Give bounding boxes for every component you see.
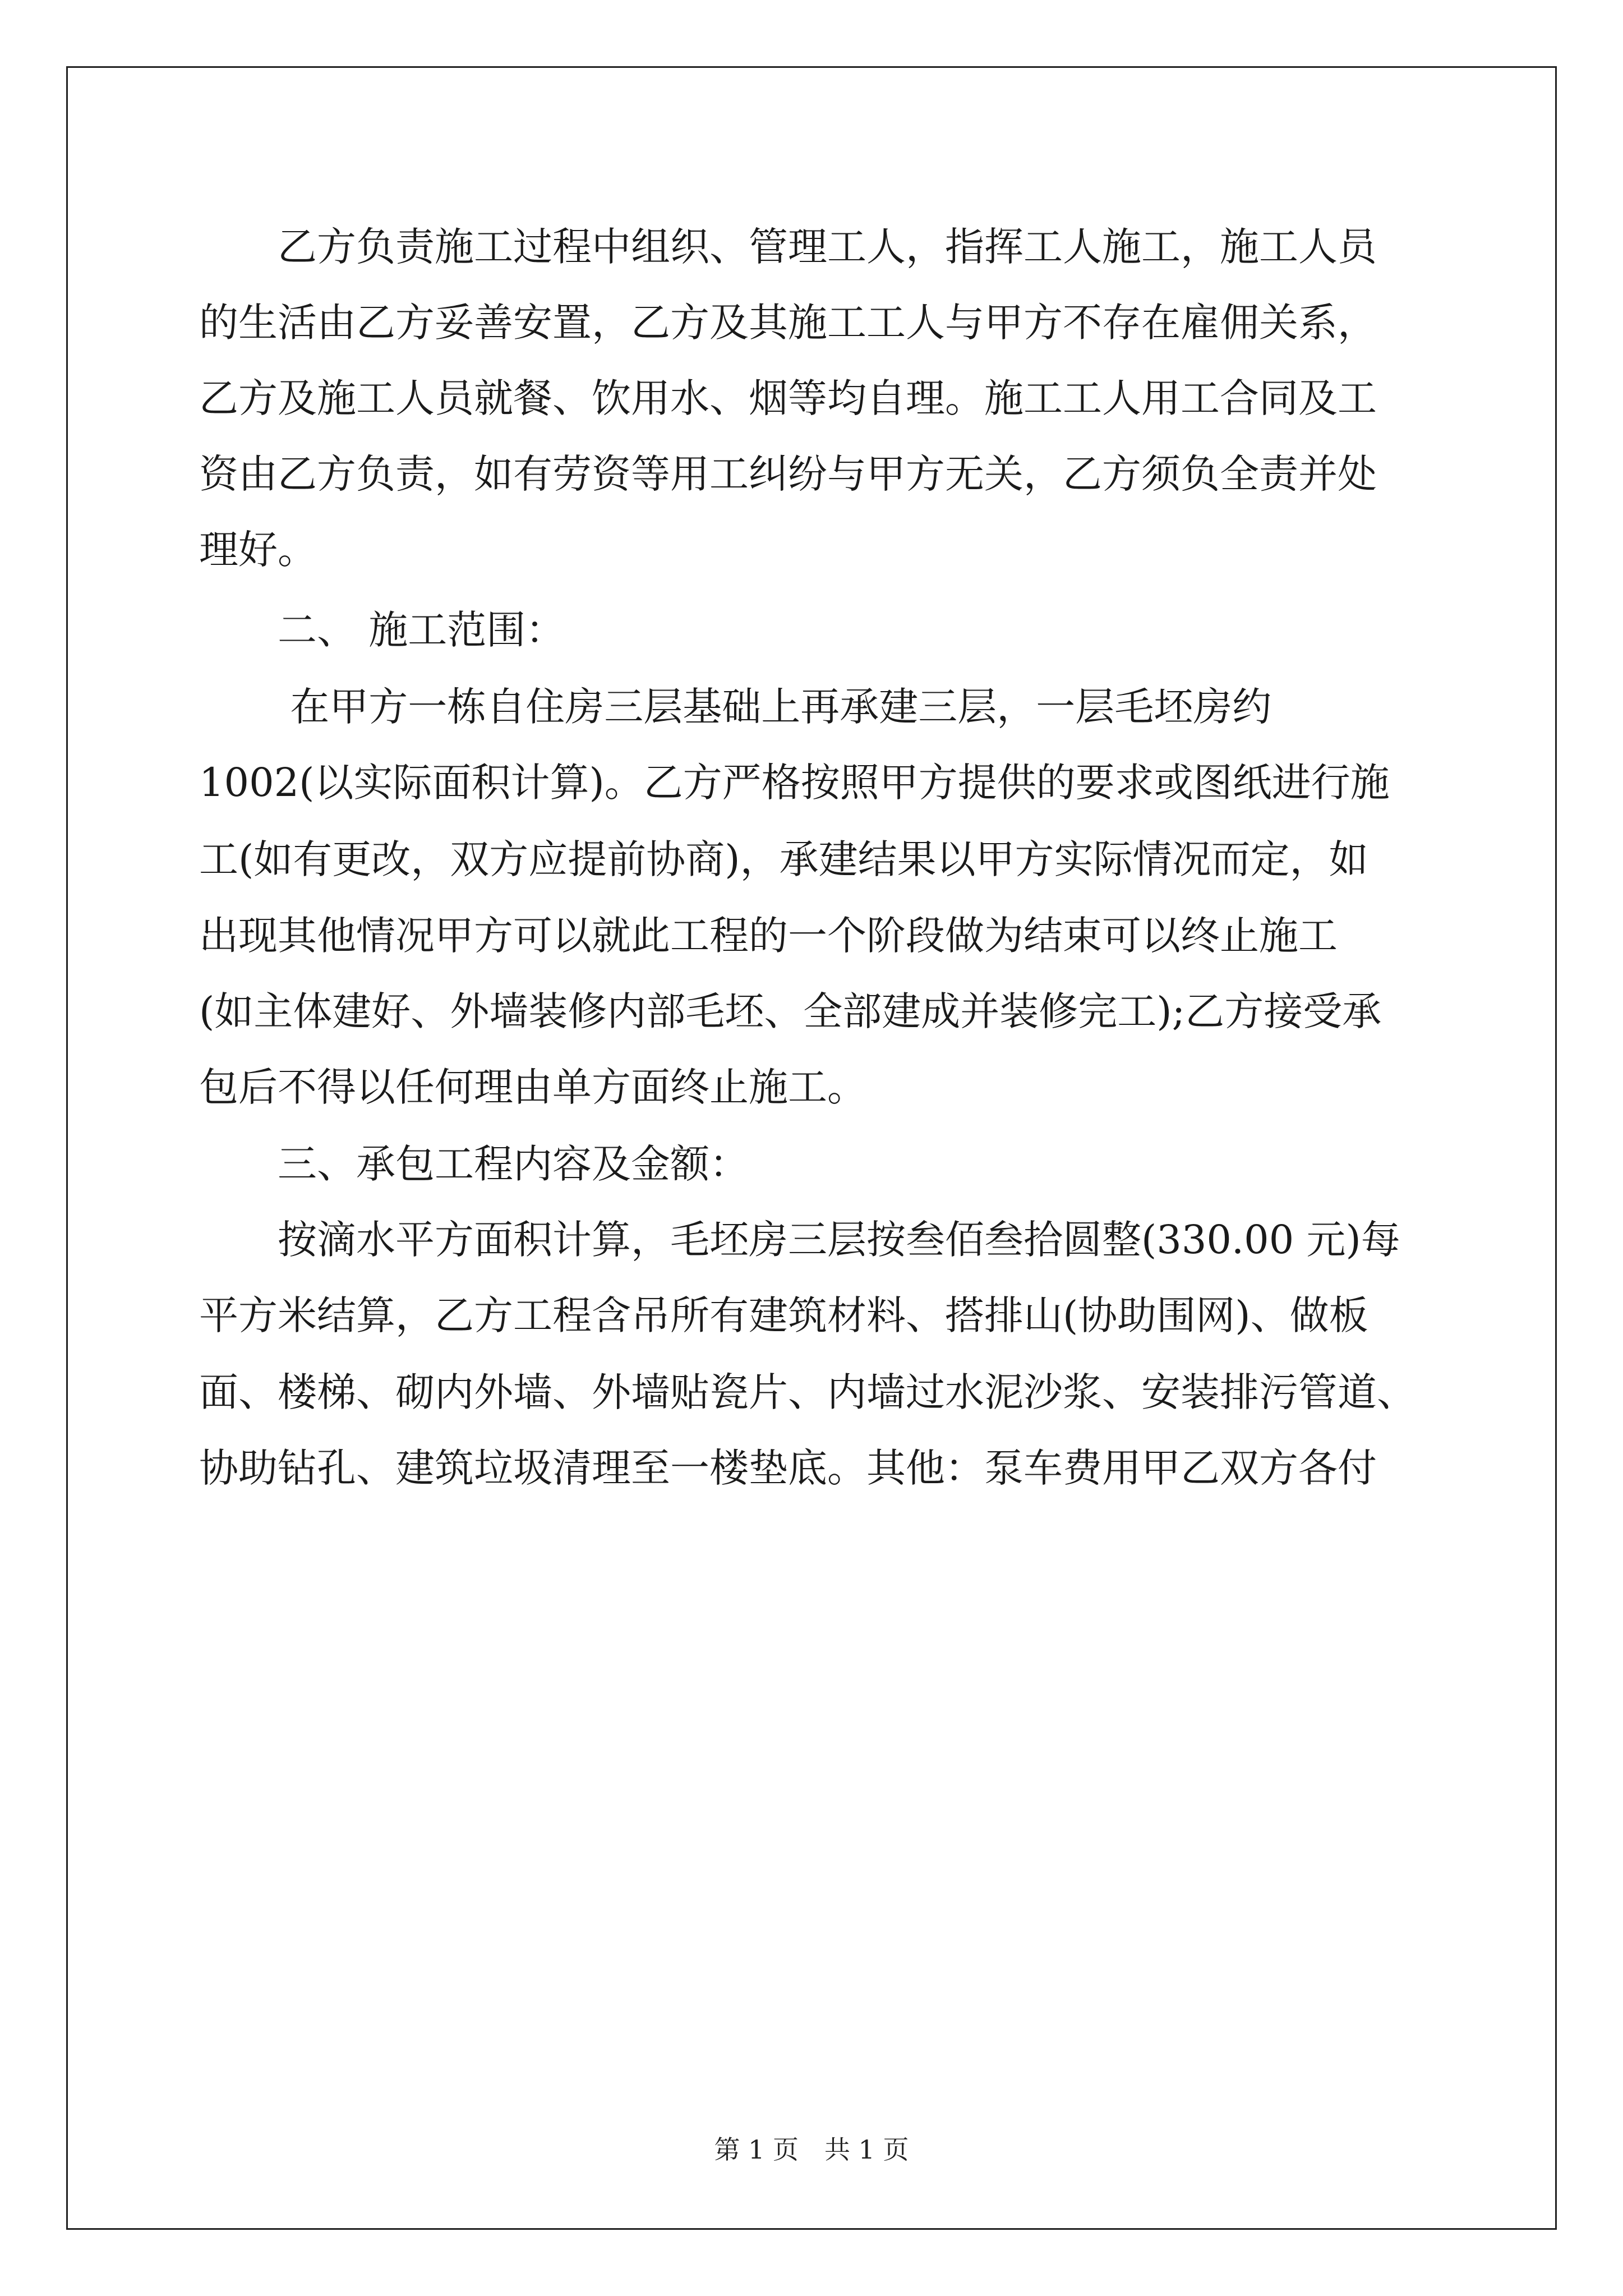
- text-line: 按滴水平方面积计算，毛坯房三层按叁佰叁拾圆整(330.00 元)每: [199, 1217, 1400, 1263]
- text-line: 面、楼梯、砌内外墙、外墙贴瓷片、内墙过水泥沙浆、安装排污管道、: [199, 1369, 1416, 1415]
- text-line: 的生活由乙方妥善安置，乙方及其施工工人与甲方不存在雇佣关系，: [199, 300, 1377, 346]
- page-footer: 第 1 页 共 1 页: [714, 2134, 909, 2165]
- text-line: 平方米结算，乙方工程含吊所有建筑材料、搭排山(协助围网)、做板: [199, 1292, 1368, 1338]
- section-heading: 二、 施工范围：: [199, 607, 565, 653]
- text-line: 协助钻孔、建筑垃圾清理至一楼垫底。其他：泵车费用甲乙双方各付: [199, 1445, 1377, 1491]
- text-line: 1002(以实际面积计算)。乙方严格按照甲方提供的要求或图纸进行施: [199, 760, 1390, 806]
- text-line: 在甲方一栋自住房三层基础上再承建三层，一层毛坯房约: [199, 684, 1272, 730]
- text-line: 乙方及施工人员就餐、饮用水、烟等均自理。施工工人用工合同及工: [199, 375, 1377, 421]
- text-line: (如主体建好、外墙装修内部毛坯、全部建成并装修完工);乙方接受承: [199, 988, 1382, 1034]
- section-heading: 三、承包工程内容及金额：: [199, 1141, 749, 1187]
- text-line: 理好。: [199, 527, 317, 573]
- text-line: 乙方负责施工过程中组织、管理工人，指挥工人施工，施工人员: [199, 224, 1377, 270]
- text-line: 资由乙方负责，如有劳资等用工纠纷与甲方无关，乙方须负全责并处: [199, 451, 1377, 497]
- text-line: 包后不得以任何理由单方面终止施工。: [199, 1064, 866, 1110]
- text-line: 工(如有更改，双方应提前协商)，承建结果以甲方实际情况而定，如: [199, 836, 1368, 882]
- text-line: 出现其他情况甲方可以就此工程的一个阶段做为结束可以终止施工: [199, 913, 1338, 959]
